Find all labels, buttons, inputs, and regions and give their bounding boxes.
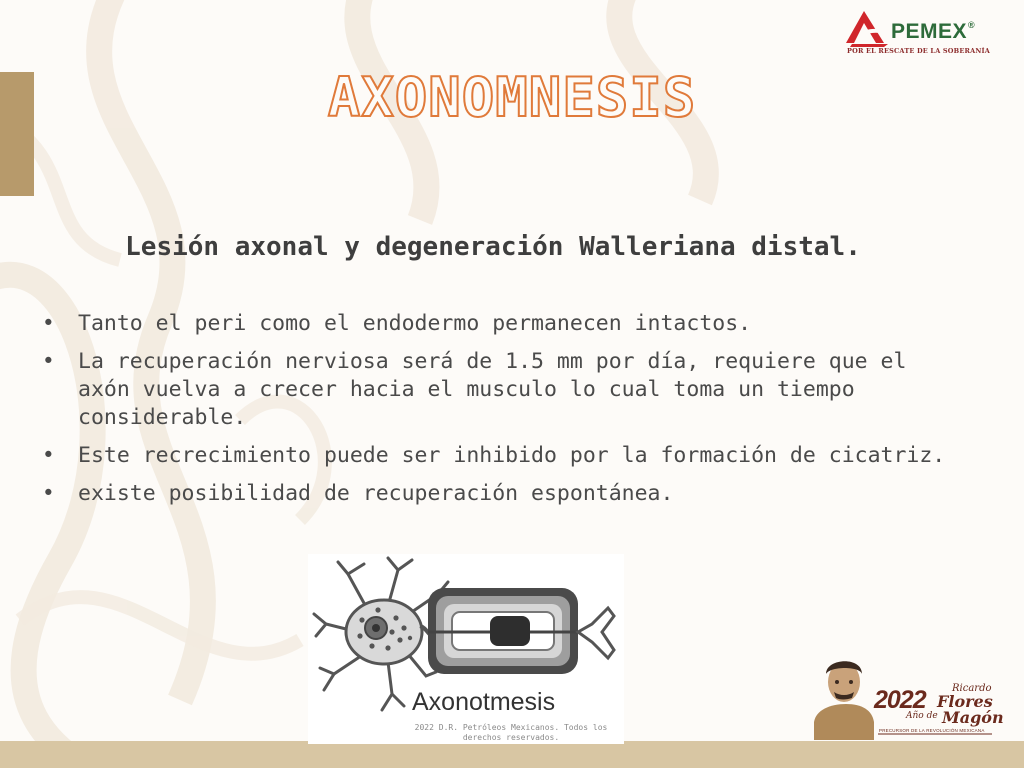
emblem-name-first: Ricardo [952,683,992,694]
brand-name: PEMEX® [891,20,976,43]
bullet-item [40,480,960,508]
bullet-text: La recuperación nerviosa será de 1.5 mm por día, requiere que el axón vuelva a crecer hacia el musculo lo cual toma un tiempo considerable. [78,349,907,430]
bullet-text: existe posibilidad de recuperación espontánea. [78,481,674,506]
bullet-item [40,348,960,432]
emblem-subtitle: PRECURSOR DE LA REVOLUCIÓN MEXICANA [879,728,985,733]
bullet-icon: • [42,349,55,374]
slide-subtitle: Lesión axonal y degeneración Walleriana distal. [125,232,861,262]
bullet-icon: • [42,443,55,468]
brand-tagline: POR EL RESCATE DE LA SOBERANÍA [847,47,990,55]
bullet-text: Tanto el peri como el endodermo permanecen intactos. [78,311,752,336]
bullet-icon: • [42,481,55,506]
emblem-name-magon: Magón [942,708,1004,727]
emblem-ano: Año de [906,711,938,721]
registered-mark: ® [968,20,976,30]
slide-title: AXONOMNESIS [327,66,697,129]
bullet-list [40,310,960,518]
emblem-name-flores: Flores [937,692,993,711]
emblem-year: 2022 [874,686,926,714]
bullet-item [40,442,960,470]
bullet-icon: • [42,311,55,336]
footer-copyright: 2022 D.R. Petróleos Mexicanos. Todos los derechos reservados. [414,723,608,742]
bullet-item [40,310,960,338]
bottom-strip [0,741,1024,768]
bullet-text: Este recrecimiento puede ser inhibido por la formación de cicatriz. [78,443,946,468]
figure-caption: Axonotmesis [412,688,556,716]
